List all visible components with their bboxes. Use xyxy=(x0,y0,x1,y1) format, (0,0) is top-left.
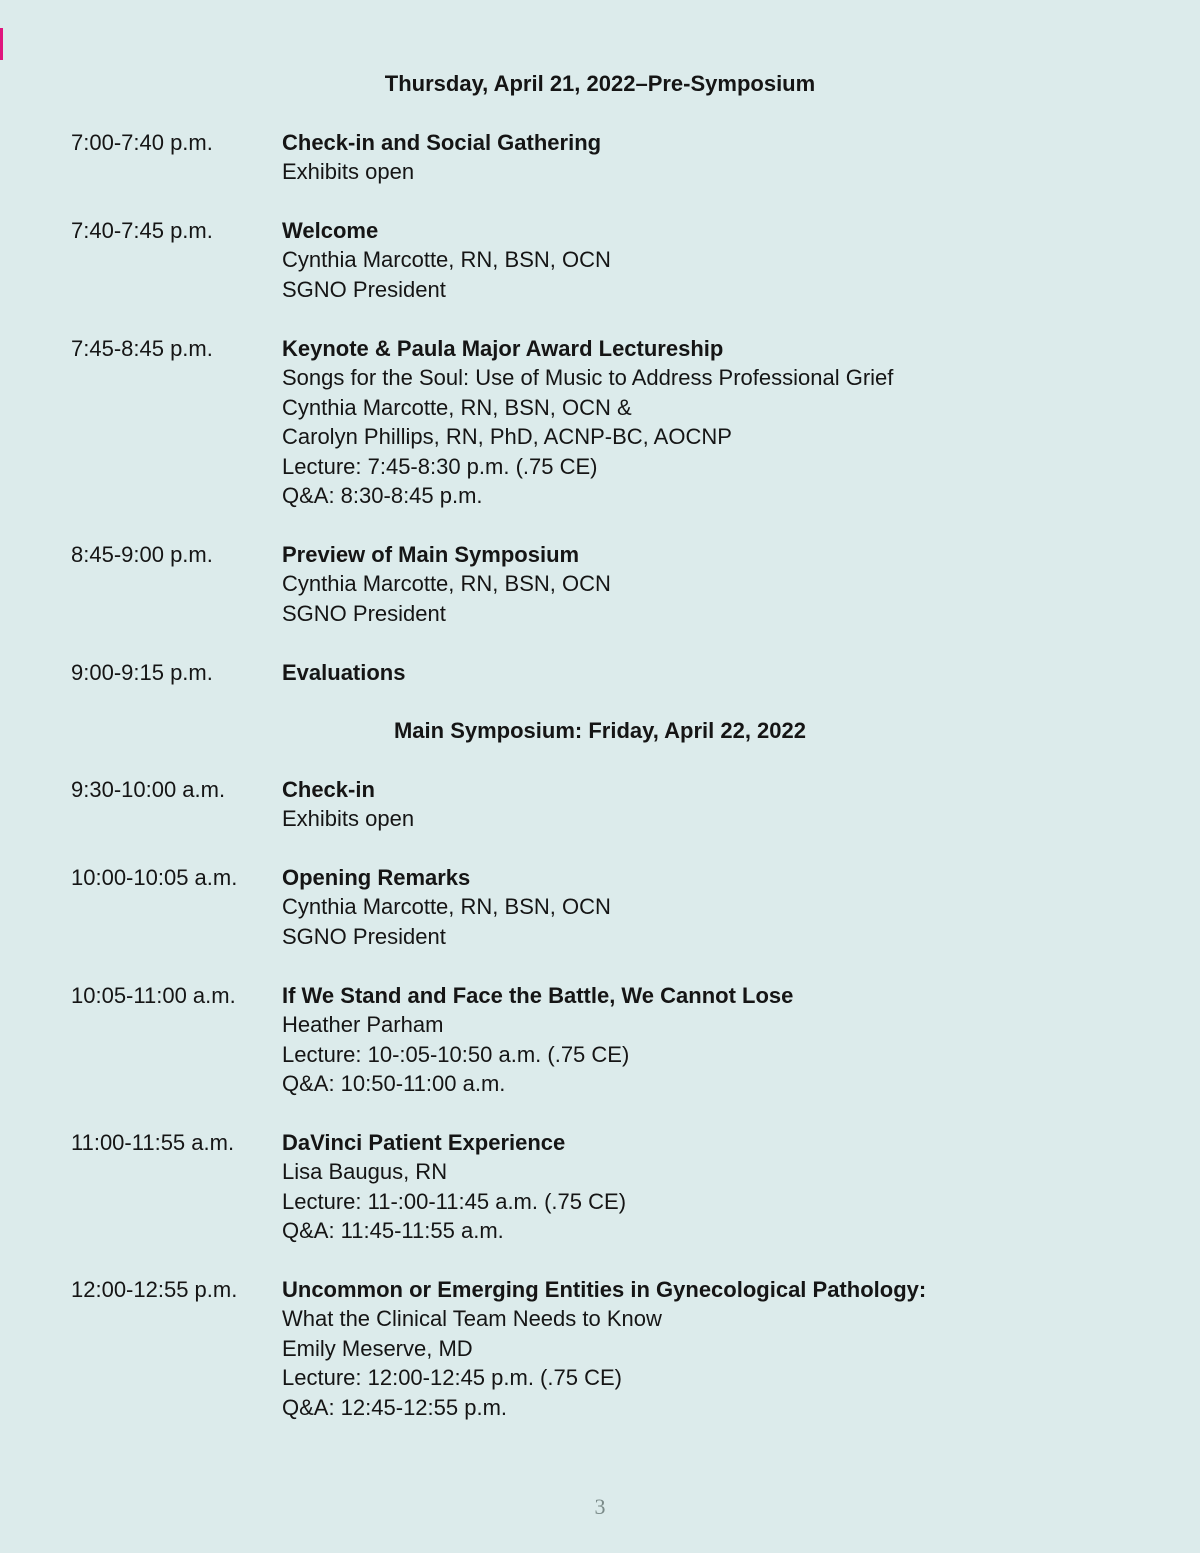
entry-details xyxy=(282,775,1182,834)
entry-time: 10:00-10:05 a.m. xyxy=(71,865,238,890)
entry-time: 7:45-8:45 p.m. xyxy=(71,336,213,361)
entry-line: Lecture: 11-:00-11:45 a.m. (.75 CE) xyxy=(282,1188,627,1214)
entry-line: Q&A: 11:45-11:55 a.m. xyxy=(282,1218,504,1244)
entry-time: 8:45-9:00 p.m. xyxy=(71,542,213,567)
entry-line: SGNO President xyxy=(282,276,446,302)
entry-line: Exhibits open xyxy=(282,806,415,832)
entry-line: Lecture: 12:00-12:45 p.m. (.75 CE) xyxy=(282,1365,622,1391)
entry-line: Q&A: 10:50-11:00 a.m. xyxy=(282,1071,506,1097)
entry-title: If We Stand and Face the Battle, We Cannot Lose xyxy=(282,983,794,1008)
entry-details xyxy=(282,334,1182,510)
entry-title: Opening Remarks xyxy=(282,865,471,890)
entry-time: 7:40-7:45 p.m. xyxy=(71,218,213,243)
entry-time: 10:05-11:00 a.m. xyxy=(71,983,236,1008)
entry-line: Carolyn Phillips, RN, PhD, ACNP-BC, AOCNP xyxy=(282,424,732,450)
entry-title: Check-in and Social Gathering xyxy=(282,130,602,155)
entry-line: Songs for the Soul: Use of Music to Address Professional Grief xyxy=(282,365,894,391)
margin-edge-mark xyxy=(0,28,3,60)
page-number: 3 xyxy=(594,1494,606,1519)
entry-details xyxy=(282,1275,1182,1422)
entry-title: Evaluations xyxy=(282,660,406,685)
entry-line: Emily Meserve, MD xyxy=(282,1335,473,1361)
entry-line: Lecture: 7:45-8:30 p.m. (.75 CE) xyxy=(282,453,598,479)
entry-line: Lisa Baugus, RN xyxy=(282,1159,448,1185)
entry-details xyxy=(282,128,1182,187)
entry-line: What the Clinical Team Needs to Know xyxy=(282,1306,662,1332)
entry-details xyxy=(282,540,1182,628)
entry-details xyxy=(282,981,1182,1099)
entry-time: 9:00-9:15 p.m. xyxy=(71,660,213,685)
entry-details xyxy=(282,216,1182,304)
entry-line: Lecture: 10-:05-10:50 a.m. (.75 CE) xyxy=(282,1041,630,1067)
entry-title: Welcome xyxy=(282,218,379,243)
entry-line: Q&A: 12:45-12:55 p.m. xyxy=(282,1394,508,1420)
entry-details xyxy=(282,863,1182,951)
section-heading-pre-symposium: Thursday, April 21, 2022–Pre-Symposium xyxy=(384,71,816,96)
entry-line: Cynthia Marcotte, RN, BSN, OCN & xyxy=(282,394,632,420)
entry-time: 7:00-7:40 p.m. xyxy=(71,130,213,155)
entry-line: Heather Parham xyxy=(282,1012,444,1038)
entry-title: Uncommon or Emerging Entities in Gynecological Pathology: xyxy=(282,1277,927,1302)
entry-line: Q&A: 8:30-8:45 p.m. xyxy=(282,483,483,509)
entry-title: Keynote & Paula Major Award Lectureship xyxy=(282,336,724,361)
entry-line: Exhibits open xyxy=(282,159,415,185)
entry-line: Cynthia Marcotte, RN, BSN, OCN xyxy=(282,247,611,273)
entry-title: DaVinci Patient Experience xyxy=(282,1130,566,1155)
entry-details xyxy=(282,658,1182,687)
entry-line: SGNO President xyxy=(282,600,446,626)
entry-line: SGNO President xyxy=(282,923,446,949)
entry-line: Cynthia Marcotte, RN, BSN, OCN xyxy=(282,571,611,597)
entry-time: 9:30-10:00 a.m. xyxy=(71,777,226,802)
entry-line: Cynthia Marcotte, RN, BSN, OCN xyxy=(282,894,611,920)
entry-title: Preview of Main Symposium xyxy=(282,542,580,567)
entry-time: 12:00-12:55 p.m. xyxy=(71,1277,238,1302)
entry-details xyxy=(282,1128,1182,1246)
section-heading-main-symposium: Main Symposium: Friday, April 22, 2022 xyxy=(393,718,807,743)
entry-time: 11:00-11:55 a.m. xyxy=(71,1130,235,1155)
entry-title: Check-in xyxy=(282,777,375,802)
